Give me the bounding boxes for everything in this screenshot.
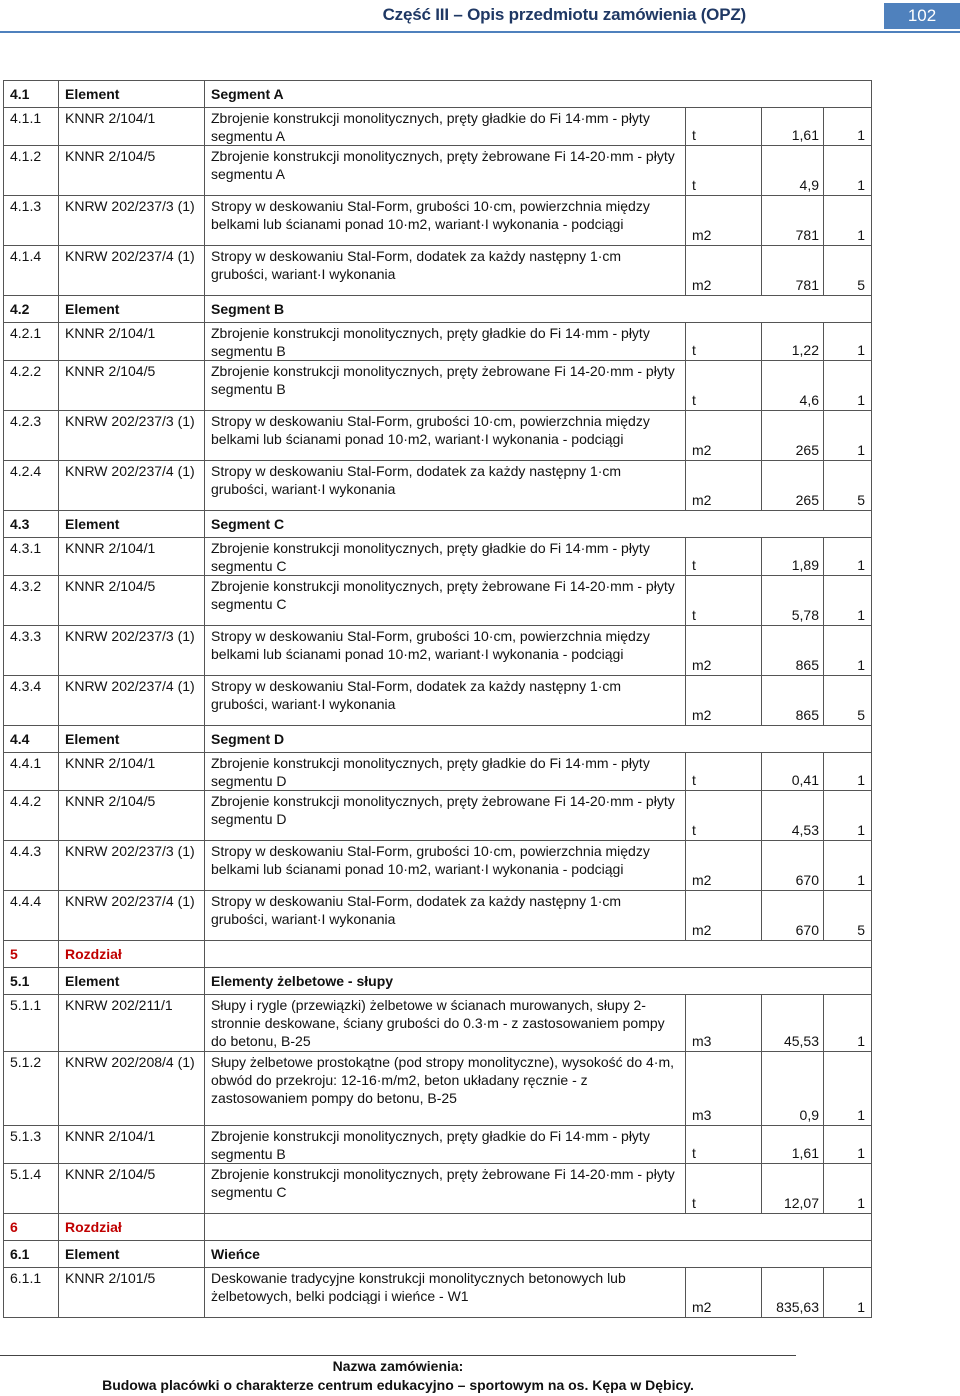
item-number: 4.3.3: [4, 626, 59, 676]
table-row: [4, 146, 872, 196]
element-label: Element: [59, 968, 205, 995]
item-description: Stropy w deskowaniu Stal-Form, dodatek za każdy następny 1·cm grubości, wariant·I wykonania: [205, 676, 686, 726]
cost-estimate-body: [4, 81, 872, 1318]
item-quantity: 1,61: [762, 1126, 824, 1164]
header-divider: [0, 31, 960, 33]
element-number: 4.2: [4, 296, 59, 323]
item-quantity: 4,53: [762, 791, 824, 841]
item-quantity: 670: [762, 841, 824, 891]
item-unit: t: [686, 361, 762, 411]
item-multiplier: 1: [824, 1268, 872, 1318]
item-number: 5.1.1: [4, 995, 59, 1052]
item-number: 4.2.1: [4, 323, 59, 361]
element-number: 6.1: [4, 1241, 59, 1268]
item-number: 4.1.1: [4, 108, 59, 146]
item-unit: m2: [686, 891, 762, 941]
table-row: [4, 538, 872, 576]
table-row: [4, 676, 872, 726]
table-row: [4, 753, 872, 791]
item-unit: t: [686, 753, 762, 791]
item-number: 4.4.4: [4, 891, 59, 941]
item-multiplier: 1: [824, 1052, 872, 1126]
item-quantity: 4,9: [762, 146, 824, 196]
element-title: Elementy żelbetowe - słupy: [205, 968, 872, 995]
item-description: Zbrojenie konstrukcji monolitycznych, pręty żebrowane Fi 14-20·mm - płyty segmentu B: [205, 361, 686, 411]
item-description: Stropy w deskowaniu Stal-Form, grubości 10·cm, powierzchnia między belkami lub ścianami ponad 10·m2, wariant·I wykonania - podciągi: [205, 411, 686, 461]
item-quantity: 12,07: [762, 1164, 824, 1214]
item-code: KNNR 2/104/5: [59, 576, 205, 626]
item-multiplier: 5: [824, 891, 872, 941]
item-unit: t: [686, 538, 762, 576]
item-description: Słupy i rygle (przewiązki) żelbetowe w ścianach murowanych, słupy 2-stronnie deskowane, ściany grubości do 0.3·m - z zastosowaniem pompy do betonu, B-25: [205, 995, 686, 1052]
element-title: Segment D: [205, 726, 872, 753]
item-quantity: 0,41: [762, 753, 824, 791]
item-description: Zbrojenie konstrukcji monolitycznych, pręty gładkie do Fi 14·mm - płyty segmentu D: [205, 753, 686, 791]
table-row: [4, 461, 872, 511]
item-quantity: 265: [762, 411, 824, 461]
table-row: [4, 1268, 872, 1318]
page-header: [0, 0, 960, 34]
item-code: KNRW 202/237/3 (1): [59, 841, 205, 891]
item-multiplier: 1: [824, 753, 872, 791]
table-row: [4, 323, 872, 361]
item-code: KNNR 2/104/1: [59, 108, 205, 146]
table-row: [4, 995, 872, 1052]
item-unit: t: [686, 576, 762, 626]
item-code: KNRW 202/237/4 (1): [59, 676, 205, 726]
item-quantity: 265: [762, 461, 824, 511]
table-row: [4, 576, 872, 626]
table-row: [4, 1126, 872, 1164]
item-description: Stropy w deskowaniu Stal-Form, grubości 10·cm, powierzchnia między belkami lub ścianami ponad 10·m2, wariant·I wykonania - podciągi: [205, 626, 686, 676]
item-code: KNRW 202/237/4 (1): [59, 461, 205, 511]
element-label: Element: [59, 726, 205, 753]
element-label: Element: [59, 511, 205, 538]
item-description: Stropy w deskowaniu Stal-Form, grubości 10·cm, powierzchnia między belkami lub ścianami ponad 10·m2, wariant·I wykonania - podciągi: [205, 841, 686, 891]
table-row: [4, 626, 872, 676]
item-quantity: 45,53: [762, 995, 824, 1052]
item-number: 5.1.4: [4, 1164, 59, 1214]
item-unit: t: [686, 323, 762, 361]
item-code: KNNR 2/101/5: [59, 1268, 205, 1318]
item-description: Słupy żelbetowe prostokątne (pod stropy monolityczne), wysokość do 4·m, obwód do przekroju: 12-16·m/m2, beton układany ręcznie - z zastosowaniem pompy do betonu, B-25: [205, 1052, 686, 1126]
item-unit: m2: [686, 841, 762, 891]
table-row: [4, 841, 872, 891]
item-number: 4.1.3: [4, 196, 59, 246]
item-multiplier: 1: [824, 196, 872, 246]
item-number: 4.1.4: [4, 246, 59, 296]
item-description: Zbrojenie konstrukcji monolitycznych, pręty gładkie do Fi 14·mm - płyty segmentu B: [205, 1126, 686, 1164]
item-description: Stropy w deskowaniu Stal-Form, dodatek za każdy następny 1·cm grubości, wariant·I wykonania: [205, 461, 686, 511]
item-code: KNNR 2/104/5: [59, 361, 205, 411]
item-code: KNRW 202/237/3 (1): [59, 411, 205, 461]
item-number: 5.1.2: [4, 1052, 59, 1126]
chapter-number: 5: [4, 941, 59, 968]
item-quantity: 5,78: [762, 576, 824, 626]
table-row: [4, 1164, 872, 1214]
element-number: 4.4: [4, 726, 59, 753]
item-description: Stropy w deskowaniu Stal-Form, grubości 10·cm, powierzchnia między belkami lub ścianami ponad 10·m2, wariant·I wykonania - podciągi: [205, 196, 686, 246]
item-code: KNNR 2/104/1: [59, 323, 205, 361]
table-row: [4, 791, 872, 841]
element-number: 5.1: [4, 968, 59, 995]
item-unit: m2: [686, 676, 762, 726]
document-part-title: Część III – Opis przedmiotu zamówienia (OPZ): [382, 5, 746, 24]
item-quantity: 835,63: [762, 1268, 824, 1318]
item-number: 4.2.2: [4, 361, 59, 411]
item-code: KNNR 2/104/1: [59, 753, 205, 791]
element-title: Segment B: [205, 296, 872, 323]
table-row: [4, 361, 872, 411]
item-description: Deskowanie tradycyjne konstrukcji monolitycznych betonowych lub żelbetowych, belki podciągi i wieńce - W1: [205, 1268, 686, 1318]
item-quantity: 865: [762, 626, 824, 676]
item-unit: m2: [686, 626, 762, 676]
item-unit: m2: [686, 196, 762, 246]
item-description: Stropy w deskowaniu Stal-Form, dodatek za każdy następny 1·cm grubości, wariant·I wykonania: [205, 246, 686, 296]
table-row: [4, 196, 872, 246]
item-quantity: 781: [762, 196, 824, 246]
item-number: 4.3.4: [4, 676, 59, 726]
chapter-label: Rozdział: [59, 941, 205, 968]
page-number-badge: 102: [884, 3, 960, 29]
item-unit: t: [686, 146, 762, 196]
element-heading-row: [4, 726, 872, 753]
item-quantity: 1,22: [762, 323, 824, 361]
item-code: KNNR 2/104/5: [59, 146, 205, 196]
item-number: 4.4.3: [4, 841, 59, 891]
item-description: Zbrojenie konstrukcji monolitycznych, pręty żebrowane Fi 14-20·mm - płyty segmentu C: [205, 1164, 686, 1214]
item-unit: m2: [686, 246, 762, 296]
chapter-number: 6: [4, 1214, 59, 1241]
item-multiplier: 1: [824, 841, 872, 891]
table-row: [4, 1052, 872, 1126]
item-number: 6.1.1: [4, 1268, 59, 1318]
item-quantity: 4,6: [762, 361, 824, 411]
item-number: 4.3.2: [4, 576, 59, 626]
table-row: [4, 891, 872, 941]
chapter-heading-row: [4, 941, 872, 968]
footer-order-name: Budowa placówki o charakterze centrum edukacyjno – sportowym na os. Kępa w Dębicy.: [102, 1377, 694, 1393]
item-code: KNRW 202/237/3 (1): [59, 626, 205, 676]
item-number: 4.4.2: [4, 791, 59, 841]
item-description: Stropy w deskowaniu Stal-Form, dodatek za każdy następny 1·cm grubości, wariant·I wykonania: [205, 891, 686, 941]
item-number: 4.2.3: [4, 411, 59, 461]
table-row: [4, 246, 872, 296]
item-code: KNNR 2/104/5: [59, 1164, 205, 1214]
item-number: 5.1.3: [4, 1126, 59, 1164]
element-heading-row: [4, 81, 872, 108]
item-multiplier: 5: [824, 246, 872, 296]
chapter-title: [205, 1214, 872, 1241]
item-code: KNRW 202/237/4 (1): [59, 246, 205, 296]
item-multiplier: 1: [824, 146, 872, 196]
item-multiplier: 1: [824, 361, 872, 411]
item-code: KNRW 202/208/4 (1): [59, 1052, 205, 1126]
cost-estimate-table: [3, 80, 872, 1318]
item-multiplier: 1: [824, 626, 872, 676]
item-number: 4.3.1: [4, 538, 59, 576]
table-row: [4, 108, 872, 146]
item-description: Zbrojenie konstrukcji monolitycznych, pręty żebrowane Fi 14-20·mm - płyty segmentu D: [205, 791, 686, 841]
item-multiplier: 1: [824, 1126, 872, 1164]
item-unit: t: [686, 1126, 762, 1164]
item-multiplier: 1: [824, 1164, 872, 1214]
footer-divider: [0, 1355, 796, 1356]
element-label: Element: [59, 81, 205, 108]
item-multiplier: 1: [824, 995, 872, 1052]
item-description: Zbrojenie konstrukcji monolitycznych, pręty żebrowane Fi 14-20·mm - płyty segmentu A: [205, 146, 686, 196]
item-multiplier: 1: [824, 791, 872, 841]
item-unit: m3: [686, 995, 762, 1052]
item-unit: m2: [686, 1268, 762, 1318]
item-description: Zbrojenie konstrukcji monolitycznych, pręty gładkie do Fi 14·mm - płyty segmentu C: [205, 538, 686, 576]
item-quantity: 1,89: [762, 538, 824, 576]
item-quantity: 1,61: [762, 108, 824, 146]
item-multiplier: 1: [824, 411, 872, 461]
item-number: 4.2.4: [4, 461, 59, 511]
item-quantity: 0,9: [762, 1052, 824, 1126]
item-multiplier: 1: [824, 108, 872, 146]
item-quantity: 781: [762, 246, 824, 296]
item-multiplier: 5: [824, 461, 872, 511]
item-quantity: 865: [762, 676, 824, 726]
item-number: 4.4.1: [4, 753, 59, 791]
element-label: Element: [59, 1241, 205, 1268]
item-unit: t: [686, 108, 762, 146]
chapter-heading-row: [4, 1214, 872, 1241]
element-title: Segment C: [205, 511, 872, 538]
item-description: Zbrojenie konstrukcji monolitycznych, pręty gładkie do Fi 14·mm - płyty segmentu B: [205, 323, 686, 361]
item-description: Zbrojenie konstrukcji monolitycznych, pręty gładkie do Fi 14·mm - płyty segmentu A: [205, 108, 686, 146]
item-multiplier: 1: [824, 576, 872, 626]
item-unit: t: [686, 791, 762, 841]
item-multiplier: 5: [824, 676, 872, 726]
item-multiplier: 1: [824, 538, 872, 576]
item-code: KNNR 2/104/1: [59, 1126, 205, 1164]
chapter-title: [205, 941, 872, 968]
element-heading-row: [4, 296, 872, 323]
item-number: 4.1.2: [4, 146, 59, 196]
footer-order-label: Nazwa zamówienia:: [332, 1358, 464, 1374]
chapter-label: Rozdział: [59, 1214, 205, 1241]
element-number: 4.3: [4, 511, 59, 538]
item-code: KNRW 202/237/4 (1): [59, 891, 205, 941]
table-row: [4, 411, 872, 461]
item-multiplier: 1: [824, 323, 872, 361]
item-quantity: 670: [762, 891, 824, 941]
item-code: KNNR 2/104/1: [59, 538, 205, 576]
element-title: Segment A: [205, 81, 872, 108]
element-title: Wieńce: [205, 1241, 872, 1268]
element-heading-row: [4, 1241, 872, 1268]
element-heading-row: [4, 511, 872, 538]
item-unit: t: [686, 1164, 762, 1214]
item-description: Zbrojenie konstrukcji monolitycznych, pręty żebrowane Fi 14-20·mm - płyty segmentu C: [205, 576, 686, 626]
item-code: KNRW 202/211/1: [59, 995, 205, 1052]
item-unit: m3: [686, 1052, 762, 1126]
item-code: KNNR 2/104/5: [59, 791, 205, 841]
item-code: KNRW 202/237/3 (1): [59, 196, 205, 246]
element-label: Element: [59, 296, 205, 323]
item-unit: m2: [686, 411, 762, 461]
element-heading-row: [4, 968, 872, 995]
element-number: 4.1: [4, 81, 59, 108]
item-unit: m2: [686, 461, 762, 511]
